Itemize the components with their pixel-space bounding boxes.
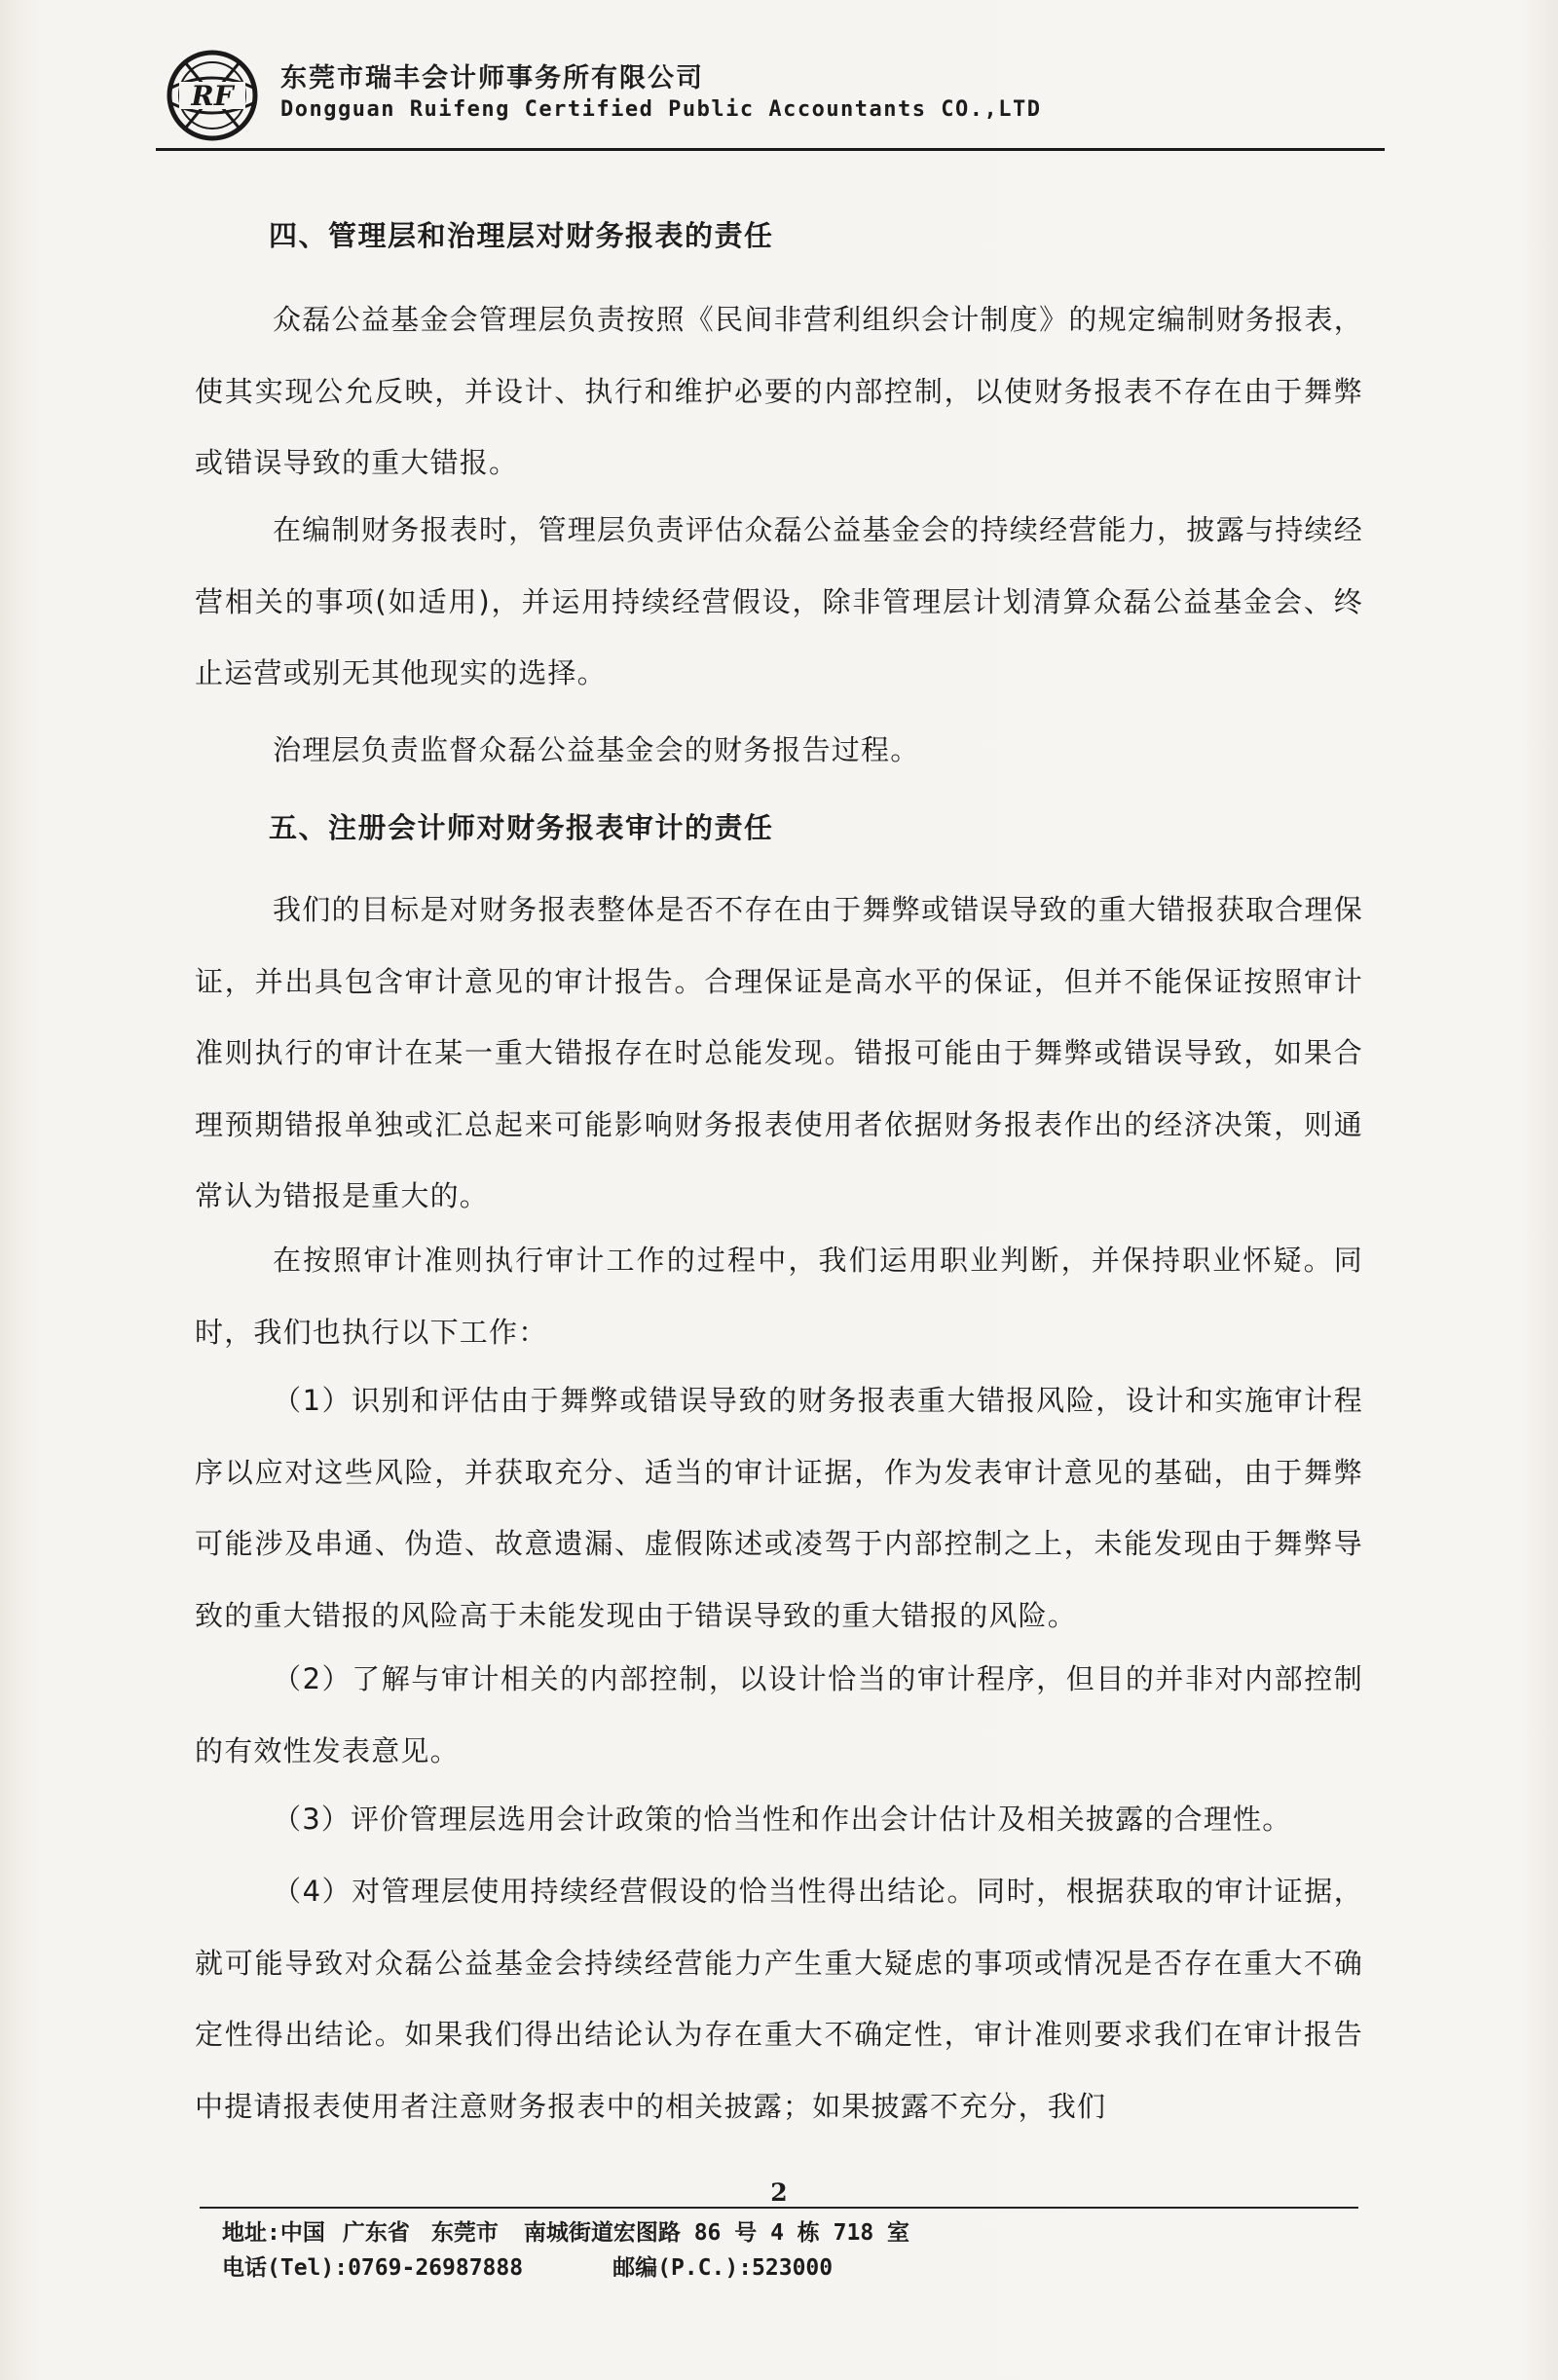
firm-name-english: Dongguan Ruifeng Certified Public Accountants CO.,LTD	[280, 97, 1042, 122]
svg-text:RF: RF	[191, 80, 234, 112]
footer-contact	[222, 2250, 833, 2282]
firm-logo	[166, 49, 259, 142]
section-4-paragraph-1: 众磊公益基金会管理层负责按照《民间非营利组织会计制度》的规定编制财务报表，使其实现公允反映，并设计、执行和维护必要的内部控制，以使财务报表不存在由于舞弊或错误导致的重大错报。	[195, 303, 1363, 480]
section-5-heading: 五、注册会计师对财务报表审计的责任	[269, 811, 774, 844]
section-4-paragraph-2: 在编制财务报表时，管理层负责评估众磊公益基金会的持续经营能力，披露与持续经营相关的事项(如适用)，并运用持续经营假设，除非管理层计划清算众磊公益基金会、终止运营或别无其他现实的选择。	[195, 513, 1363, 690]
footer-divider	[200, 2207, 1358, 2209]
section-5-paragraph-2: 在按照审计准则执行审计工作的过程中，我们运用职业判断，并保持职业怀疑。同时，我们也执行以下工作：	[195, 1244, 1363, 1349]
postcode: 邮编(P.C.):523000	[612, 2255, 834, 2281]
telephone: 电话(Tel):0769-26987888	[222, 2255, 524, 2281]
section-5-paragraph-1: 我们的目标是对财务报表整体是否不存在由于舞弊或错误导致的重大错报获取合理保证，并出具包含审计意见的审计报告。合理保证是高水平的保证，但并不能保证按照审计准则执行的审计在某一重大错报存在时总能发现。错报可能由于舞弊或错误导致，如果合理预期错报单独或汇总起来可能影响财务报表使用者依据财务报表作出的经济决策，则通常认为错报是重大的。	[195, 893, 1363, 1213]
footer-address	[222, 2214, 909, 2247]
section-5-item-3: （3）评价管理层选用会计政策的恰当性和作出会计估计及相关披露的合理性。	[273, 1803, 1292, 1836]
address-province: 广东省	[342, 2220, 410, 2246]
section-5-item-4: （4）对管理层使用持续经营假设的恰当性得出结论。同时，根据获取的审计证据，就可能导致对众磊公益基金会持续经营能力产生重大疑虑的事项或情况是否存在重大不确定性得出结论。如果我们得出结论认为存在重大不确定性，审计准则要求我们在审计报告中提请报表使用者注意财务报表中的相关披露；如果披露不充分，我们	[195, 1875, 1363, 2123]
address-street: 南城街道宏图路 86 号 4 栋 718 室	[523, 2220, 910, 2246]
section-5-item-2: （2）了解与审计相关的内部控制，以设计恰当的审计程序，但目的并非对内部控制的有效性发表意见。	[195, 1662, 1363, 1767]
rf-logo-icon	[166, 49, 259, 142]
section-4-heading: 四、管理层和治理层对财务报表的责任	[269, 219, 774, 252]
letterhead	[166, 49, 1383, 151]
firm-name-chinese: 东莞市瑞丰会计师事务所有限公司	[280, 63, 704, 93]
page-number: 2	[770, 2178, 788, 2207]
address-label: 地址:中国	[222, 2220, 325, 2246]
address-city: 东莞市	[430, 2220, 499, 2246]
section-5-item-1: （1）识别和评估由于舞弊或错误导致的财务报表重大错报风险，设计和实施审计程序以应对这些风险，并获取充分、适当的审计证据，作为发表审计意见的基础，由于舞弊可能涉及串通、伪造、故意遗漏、虚假陈述或凌驾于内部控制之上，未能发现由于舞弊导致的重大错报的风险高于未能发现由于错误导致的重大错报的风险。	[195, 1384, 1363, 1632]
header-divider	[156, 148, 1385, 151]
section-4-paragraph-3: 治理层负责监督众磊公益基金会的财务报告过程。	[273, 733, 920, 766]
